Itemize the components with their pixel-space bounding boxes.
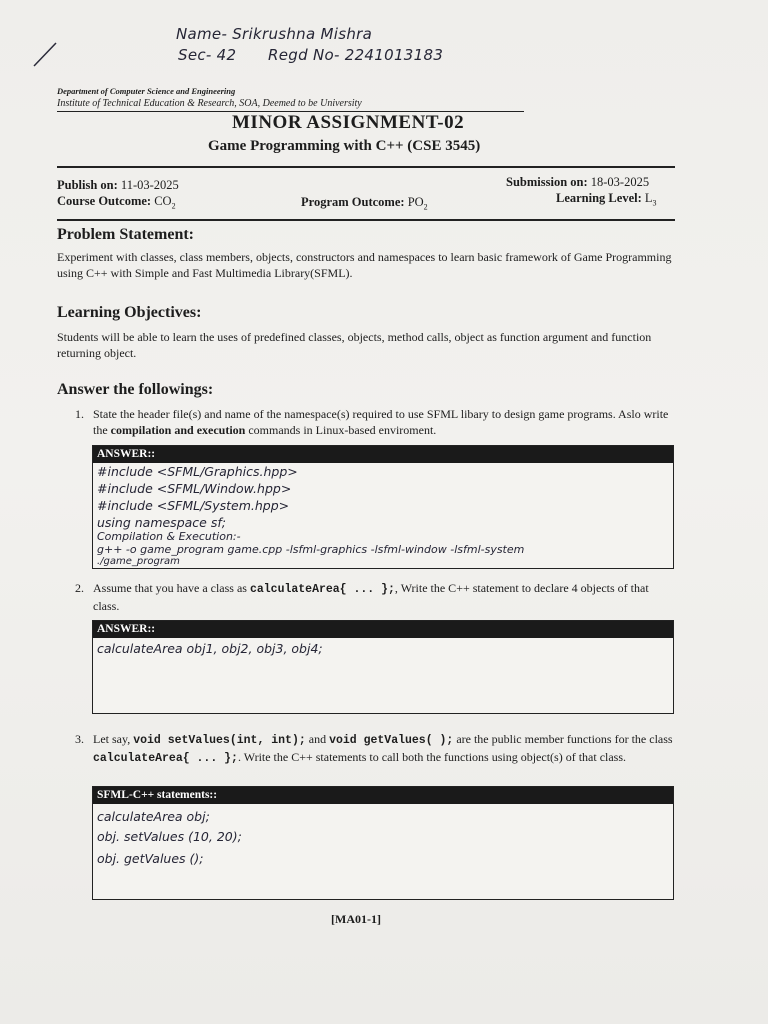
question-3-text-d: . Write the C++ statements to call both the functions using object(s) of that class. [237, 750, 627, 764]
learning-level [556, 191, 657, 208]
publish-label: Publish on: [57, 178, 118, 192]
question-2-text-a: Assume that you have a class as [93, 581, 250, 595]
meta-rule [57, 219, 675, 221]
question-3-text-c: are the public member functions for the class [453, 732, 673, 746]
answer-3-line-1: calculateArea obj; [97, 809, 210, 824]
answer-1-line-5: Compilation & Execution:- [97, 530, 241, 543]
page-subtitle: Game Programming with C++ (CSE 3545) [208, 138, 481, 154]
course-subscript: 2 [171, 201, 176, 211]
answer-box-3-label: SFML-C++ statements:: [93, 787, 673, 804]
submission-label: Submission on: [506, 175, 588, 189]
question-2-text [93, 580, 677, 614]
answer-1-line-3: #include <SFML/System.hpp> [97, 498, 290, 513]
answer-3-line-2: obj. setValues (10, 20); [97, 829, 242, 844]
question-3-text [93, 731, 677, 767]
submission-value: 18-03-2025 [590, 175, 650, 189]
objectives-heading: Learning Objectives: [57, 304, 202, 321]
question-3-text-a: Let say, [93, 732, 134, 746]
question-3-code-b: void getValues( ); [329, 734, 454, 747]
course-outcome [57, 194, 176, 211]
question-3-code-a: void setValues(int, int); [133, 734, 306, 747]
answer-3-line-3: obj. getValues (); [97, 851, 204, 866]
answer-1-line-6: g++ -o game_program game.cpp -lsfml-graphics -lsfml-window -lsfml-system [97, 543, 525, 556]
publish-value: 11-03-2025 [120, 178, 179, 192]
program-subscript: 2 [423, 202, 428, 212]
question-3-text-b: and [305, 732, 330, 746]
answer-1-line-7: ./game_program [97, 556, 180, 567]
answer-1-line-2: #include <SFML/Window.hpp> [97, 481, 292, 496]
handwritten-section: Sec- 42 [178, 46, 237, 64]
program-value: PO [407, 195, 424, 209]
program-outcome [301, 195, 428, 212]
program-label: Program Outcome: [301, 195, 405, 209]
level-value: L [644, 191, 653, 205]
level-subscript: 3 [652, 198, 657, 208]
answers-heading: Answer the followings: [57, 381, 214, 398]
question-2-text-b: , Write the C++ statement to declare 4 objects of that class. [93, 581, 649, 613]
handwritten-name: Name- Srikrushna Mishra [176, 25, 373, 43]
answer-box-2-label: ANSWER:: [93, 621, 673, 638]
question-2-number: 2. [75, 581, 84, 595]
submission-date [506, 175, 649, 190]
question-1-number: 1. [75, 407, 84, 421]
answer-box-2 [92, 620, 674, 714]
handwritten-regd-no: Regd No- 2241013183 [268, 46, 444, 64]
level-label: Learning Level: [556, 191, 642, 205]
question-1-text [93, 406, 677, 438]
header-rule [57, 166, 675, 168]
question-1-text-b: commands in Linux-based enviroment. [245, 423, 437, 437]
problem-heading: Problem Statement: [57, 226, 194, 243]
answer-1-line-1: #include <SFML/Graphics.hpp> [97, 464, 298, 479]
question-2-code: calculateArea{ ... }; [249, 583, 395, 596]
institute-name: Institute of Technical Education & Research, SOA, Deemed to be University [57, 98, 362, 109]
answer-box-3 [92, 786, 674, 900]
question-1-text-bold: compilation and execution [110, 423, 246, 437]
question-3-number: 3. [75, 732, 84, 746]
margin-stroke [32, 40, 60, 68]
answer-2-line-1: calculateArea obj1, obj2, obj3, obj4; [97, 641, 323, 656]
objectives-text: Students will be able to learn the uses of predefined classes, objects, method calls, object as function argument and function returning object. [57, 330, 652, 360]
page-title: MINOR ASSIGNMENT-02 [232, 112, 465, 133]
page-footer: [MA01-1] [331, 912, 381, 926]
course-label: Course Outcome: [57, 194, 152, 208]
department-name: Department of Computer Science and Engineering [57, 86, 236, 96]
question-1-text-a: State the header file(s) and name of the namespace(s) required to use SFML libary to design game programs. Aslo write the [93, 407, 669, 437]
answer-1-line-4: using namespace sf; [97, 515, 226, 530]
course-value: CO [154, 194, 172, 208]
question-3-code-c: calculateArea{ ... }; [93, 752, 238, 765]
answer-box-1 [92, 445, 674, 569]
problem-text: Experiment with classes, class members, objects, constructors and namespaces to learn basic framework of Game Programming using C++ with Simple and Fast Multimedia Library(SFML). [57, 250, 672, 280]
publish-date [57, 178, 179, 193]
answer-box-1-label: ANSWER:: [93, 446, 673, 463]
